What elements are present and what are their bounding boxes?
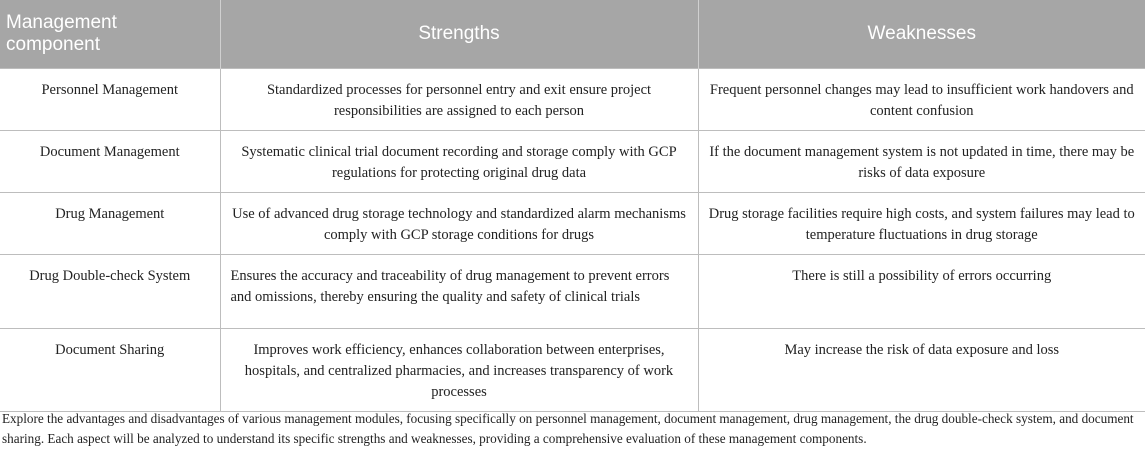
weaknesses-cell: Frequent personnel changes may lead to insufficient work handovers and content confusion: [698, 68, 1145, 130]
weaknesses-cell: There is still a possibility of errors occurring: [698, 254, 1145, 328]
strengths-cell: Systematic clinical trial document recording and storage comply with GCP regulations for protecting original drug data: [220, 130, 698, 192]
component-cell: Drug Management: [0, 192, 220, 254]
strengths-cell: Ensures the accuracy and traceability of drug management to prevent errors and omissions, thereby ensuring the quality and safety of clinical trials: [220, 254, 698, 328]
header-management-component: Management component: [0, 0, 220, 68]
table-row: [0, 192, 1145, 254]
table-row: [0, 130, 1145, 192]
table-row: [0, 68, 1145, 130]
header-strengths: Strengths: [220, 0, 698, 68]
weaknesses-cell: May increase the risk of data exposure and loss: [698, 328, 1145, 411]
strengths-cell: Improves work efficiency, enhances collaboration between enterprises, hospitals, and centralized pharmacies, and increases transparency of work processes: [220, 328, 698, 411]
table-row: [0, 328, 1145, 411]
weaknesses-cell: If the document management system is not updated in time, there may be risks of data exposure: [698, 130, 1145, 192]
table-header-row: [0, 0, 1145, 68]
table-caption: Explore the advantages and disadvantages of various management modules, focusing specifically on personnel management, document management, drug management, the drug double-check system, and document sharing. Each aspect will be analyzed to understand its specific strengths and weaknesses, providing a comprehensive evaluation of these management components.: [2, 411, 1134, 446]
table-row: [0, 254, 1145, 328]
component-cell: Document Management: [0, 130, 220, 192]
component-cell: Personnel Management: [0, 68, 220, 130]
weaknesses-cell: Drug storage facilities require high costs, and system failures may lead to temperature fluctuations in drug storage: [698, 192, 1145, 254]
strengths-cell: Use of advanced drug storage technology and standardized alarm mechanisms comply with GCP storage conditions for drugs: [220, 192, 698, 254]
header-weaknesses: Weaknesses: [698, 0, 1145, 68]
component-cell: Document Sharing: [0, 328, 220, 411]
component-cell: Drug Double-check System: [0, 254, 220, 328]
strengths-cell: Standardized processes for personnel entry and exit ensure project responsibilities are assigned to each person: [220, 68, 698, 130]
